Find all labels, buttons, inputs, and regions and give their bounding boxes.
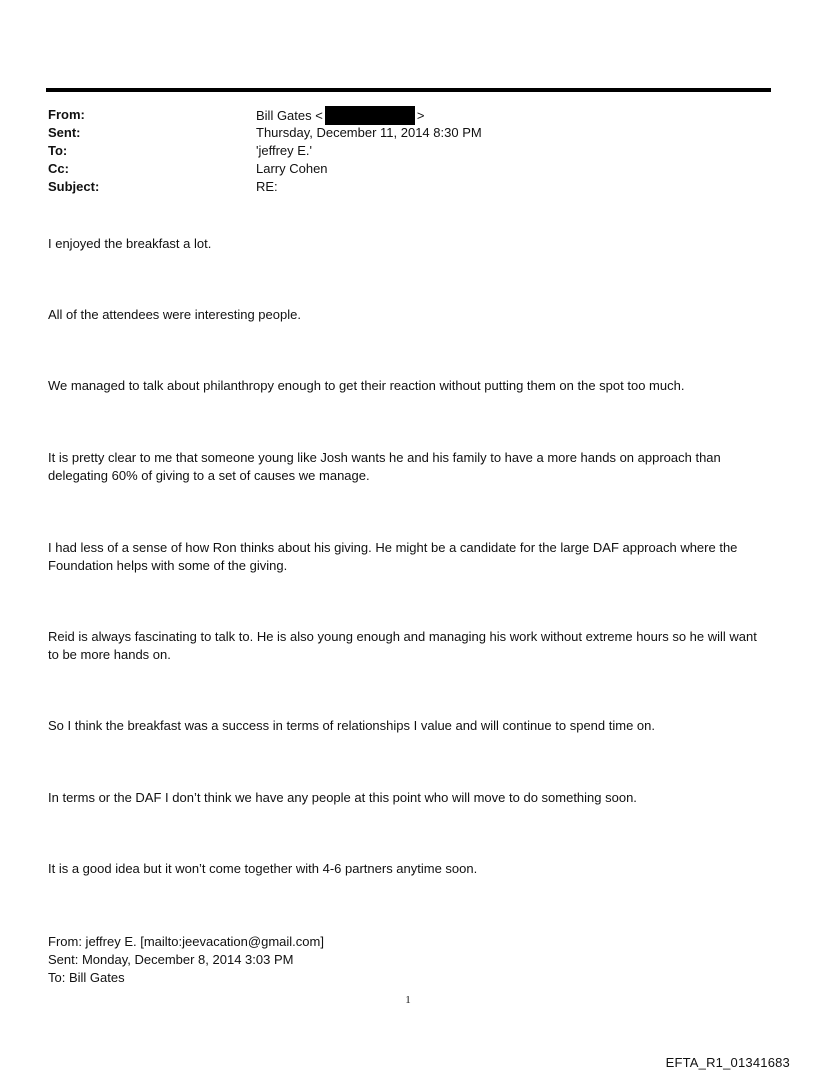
sent-label: Sent: — [48, 125, 81, 140]
quoted-from-line: From: jeffrey E. [mailto:jeevacation@gmail.com] — [48, 934, 324, 949]
cc-row — [48, 160, 748, 178]
subject-value: RE: — [256, 179, 278, 194]
from-open-bracket: < — [315, 108, 323, 123]
header-rule — [46, 88, 771, 92]
from-name: Bill Gates — [256, 108, 312, 123]
from-value — [256, 106, 748, 124]
email-header — [48, 106, 748, 196]
body-paragraph: Reid is always fascinating to talk to. He is also young enough and managing his work without extreme hours so he will want to be more hands on. — [48, 629, 757, 662]
quoted-to-line: To: Bill Gates — [48, 970, 125, 985]
to-label: To: — [48, 143, 68, 158]
from-label: From: — [48, 107, 85, 122]
body-paragraph: I enjoyed the breakfast a lot. — [48, 236, 212, 251]
body-paragraph: So I think the breakfast was a success in terms of relationships I value and will continue to spend time on. — [48, 718, 655, 733]
body-paragraph: It is pretty clear to me that someone young like Josh wants he and his family to have a more hands on approach than delegating 60% of giving to a set of causes we manage. — [48, 450, 721, 483]
body-paragraph: In terms or the DAF I don’t think we have any people at this point who will move to do something soon. — [48, 790, 637, 805]
body-paragraph: We managed to talk about philanthropy enough to get their reaction without putting them on the spot too much. — [48, 378, 685, 393]
sent-row — [48, 124, 748, 142]
page-number: 1 — [405, 994, 411, 1006]
bates-number: EFTA_R1_01341683 — [665, 1055, 790, 1070]
to-row — [48, 142, 748, 160]
subject-label: Subject: — [48, 179, 100, 194]
body-paragraph: All of the attendees were interesting people. — [48, 307, 301, 322]
from-row — [48, 106, 748, 124]
body-paragraph: I had less of a sense of how Ron thinks about his giving. He might be a candidate for the large DAF approach where the Foundation helps with some of the giving. — [48, 540, 738, 573]
cc-label: Cc: — [48, 161, 69, 176]
subject-row — [48, 178, 748, 196]
body-paragraph: It is a good idea but it won’t come together with 4-6 partners anytime soon. — [48, 861, 478, 876]
redaction-box — [325, 106, 415, 125]
from-close-bracket: > — [416, 108, 425, 123]
quoted-header — [48, 933, 648, 987]
to-value: 'jeffrey E.' — [256, 143, 313, 158]
cc-value: Larry Cohen — [256, 161, 328, 176]
quoted-sent-line: Sent: Monday, December 8, 2014 3:03 PM — [48, 952, 294, 967]
sent-value: Thursday, December 11, 2014 8:30 PM — [256, 125, 482, 140]
